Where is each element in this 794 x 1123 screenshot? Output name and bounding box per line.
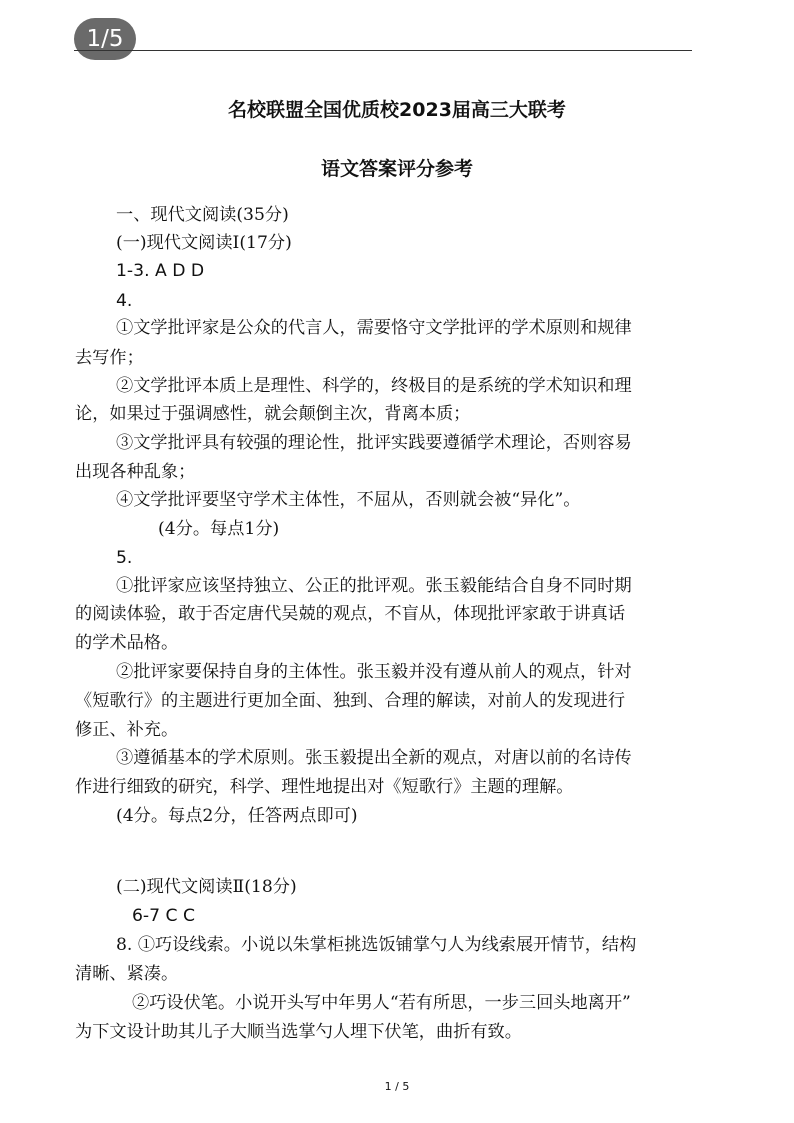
- answer-line: 为下文设计助其儿子大顺当选掌勺人埋下伏笔，曲折有致。: [75, 1022, 522, 1042]
- answer-line: ③文学批评具有较强的理论性，批评实践要遵循学术理论，否则容易: [116, 433, 632, 453]
- section-heading: 一、现代文阅读(35分): [116, 205, 289, 225]
- question-number: 5.: [116, 548, 133, 568]
- page-number-footer: 1 / 5: [384, 1080, 410, 1093]
- answer-line: 出现各种乱象；: [75, 462, 196, 482]
- answer-line: ①批评家应该坚持独立、公正的批评观。张玉毅能结合自身不同时期: [116, 576, 632, 596]
- document-title: 名校联盟全国优质校2023届高三大联考: [228, 99, 566, 121]
- answer-line: 1-3. A D D: [116, 261, 205, 281]
- answer-line: ①文学批评家是公众的代言人，需要恪守文学批评的学术原则和规律: [116, 318, 632, 338]
- answer-line: ④文学批评要坚守学术主体性，不屈从，否则就会被“异化”。: [116, 490, 581, 510]
- score-note: (4分。每点1分): [158, 519, 280, 539]
- answer-line: 清晰、紧凑。: [75, 964, 179, 984]
- header-rule: [74, 50, 692, 51]
- question-number: 4.: [116, 291, 133, 311]
- page-indicator-badge: 1/5: [74, 18, 136, 60]
- answer-line: 的学术品格。: [75, 633, 179, 653]
- answer-line: 《短歌行》的主题进行更加全面、独到、合理的解读，对前人的发现进行: [75, 691, 626, 711]
- answer-line: 6-7 C C: [132, 906, 196, 926]
- answer-line: 作进行细致的研究，科学、理性地提出对《短歌行》主题的理解。: [75, 777, 574, 797]
- subsection-heading: (一)现代文阅读Ⅰ(17分): [116, 233, 292, 253]
- answer-line: 的阅读体验，敢于否定唐代吴兢的观点，不盲从，体现批评家敢于讲真话: [75, 604, 626, 624]
- answer-line: 修正、补充。: [75, 720, 179, 740]
- answer-line: ②文学批评本质上是理性、科学的，终极目的是系统的学术知识和理: [116, 376, 632, 396]
- document-subtitle: 语文答案评分参考: [320, 158, 473, 180]
- answer-line: 论，如果过于强调感性，就会颠倒主次，背离本质；: [75, 404, 471, 424]
- answer-line: ②批评家要保持自身的主体性。张玉毅并没有遵从前人的观点，针对: [116, 662, 632, 682]
- answer-line: ③遵循基本的学术原则。张玉毅提出全新的观点，对唐以前的名诗传: [116, 748, 632, 768]
- answer-line: ②巧设伏笔。小说开头写中年男人“若有所思，一步三回头地离开”: [132, 993, 631, 1013]
- answer-line: 8. ①巧设线索。小说以朱掌柜挑选饭铺掌勺人为线索展开情节，结构: [116, 935, 637, 955]
- answer-line: 去写作；: [75, 348, 144, 368]
- subsection-heading: (二)现代文阅读Ⅱ(18分): [116, 877, 297, 897]
- score-note: (4分。每点2分，任答两点即可): [116, 806, 358, 826]
